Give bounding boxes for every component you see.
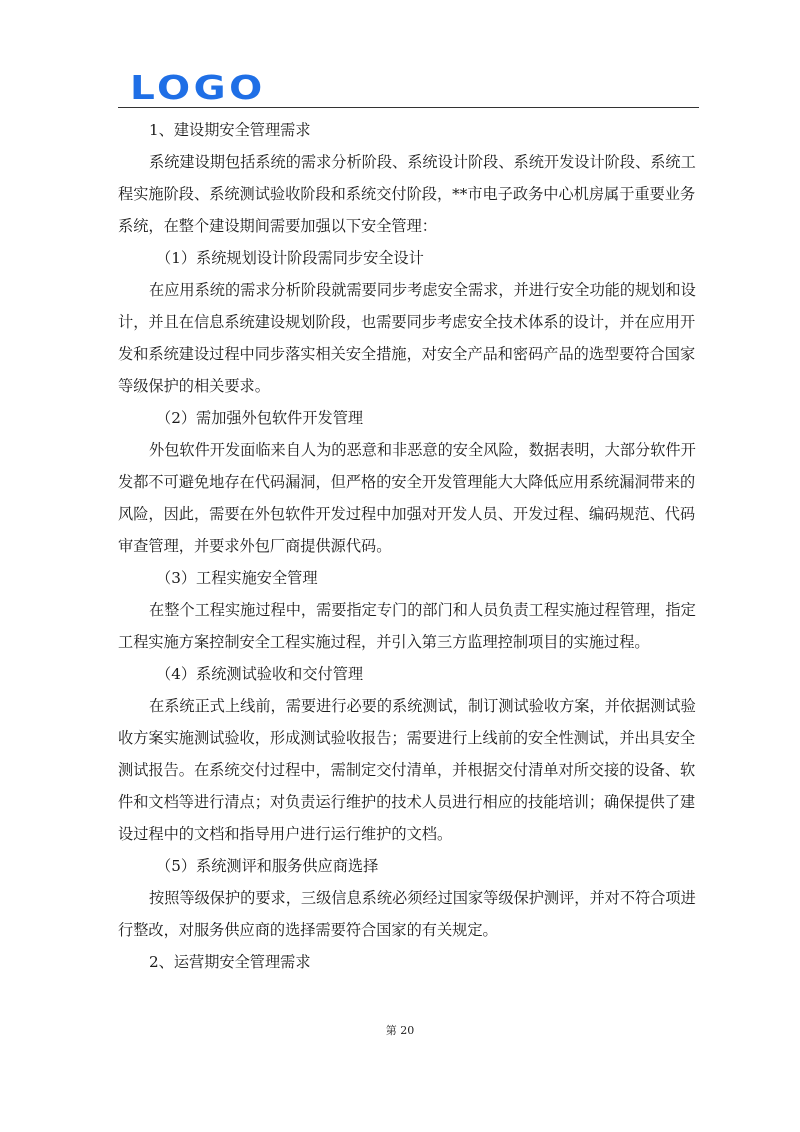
- subsection-heading-5: （5）系统测评和服务供应商选择: [156, 857, 379, 875]
- paragraph: 在系统正式上线前，需要进行必要的系统测试，制订测试验收方案，并依据测试验收方案实施测试验收，形成测试验收报告；需要进行上线前的安全性测试，并出具安全测试报告。在系统交付过程中，需制定交付清单，并根据交付清单对所交接的设备、软件和文档等进行清点；对负责运行维护的技术人员进行相应的技能培训；确保提供了建设过程中的文档和指导用户进行运行维护的文档。: [118, 697, 696, 843]
- paragraph: 在整个工程实施过程中，需要指定专门的部门和人员负责工程实施过程管理，指定工程实施方案控制安全工程实施过程，并引入第三方监理控制项目的实施过程。: [118, 601, 696, 651]
- header-divider: [118, 107, 699, 108]
- paragraph: 系统建设期包括系统的需求分析阶段、系统设计阶段、系统开发设计阶段、系统工程实施阶段、系统测试验收阶段和系统交付阶段，**市电子政务中心机房属于重要业务系统，在整个建设期间需要加强以下安全管理：: [118, 153, 696, 235]
- subsection-heading-3: （3）工程实施安全管理: [156, 569, 318, 587]
- page-number: 第 20: [385, 1024, 415, 1037]
- document-body: [118, 114, 698, 978]
- subsection-heading-2: （2）需加强外包软件开发管理: [156, 409, 364, 427]
- logo: LOGO: [130, 68, 266, 107]
- section-heading-1: 1、建设期安全管理需求: [149, 121, 311, 139]
- section-heading-2: 2、运营期安全管理需求: [149, 953, 311, 971]
- paragraph: 按照等级保护的要求，三级信息系统必须经过国家等级保护测评，并对不符合项进行整改，对服务供应商的选择需要符合国家的有关规定。: [118, 889, 696, 939]
- paragraph: 外包软件开发面临来自人为的恶意和非恶意的安全风险，数据表明，大部分软件开发都不可避免地存在代码漏洞，但严格的安全开发管理能大大降低应用系统漏洞带来的风险，因此，需要在外包软件开发过程中加强对开发人员、开发过程、编码规范、代码审查管理，并要求外包厂商提供源代码。: [118, 441, 696, 555]
- paragraph: 在应用系统的需求分析阶段就需要同步考虑安全需求，并进行安全功能的规划和设计，并且在信息系统建设规划阶段，也需要同步考虑安全技术体系的设计，并在应用开发和系统建设过程中同步落实相关安全措施，对安全产品和密码产品的选型要符合国家等级保护的相关要求。: [118, 281, 696, 395]
- subsection-heading-1: （1）系统规划设计阶段需同步安全设计: [156, 249, 424, 267]
- subsection-heading-4: （4）系统测试验收和交付管理: [156, 665, 364, 683]
